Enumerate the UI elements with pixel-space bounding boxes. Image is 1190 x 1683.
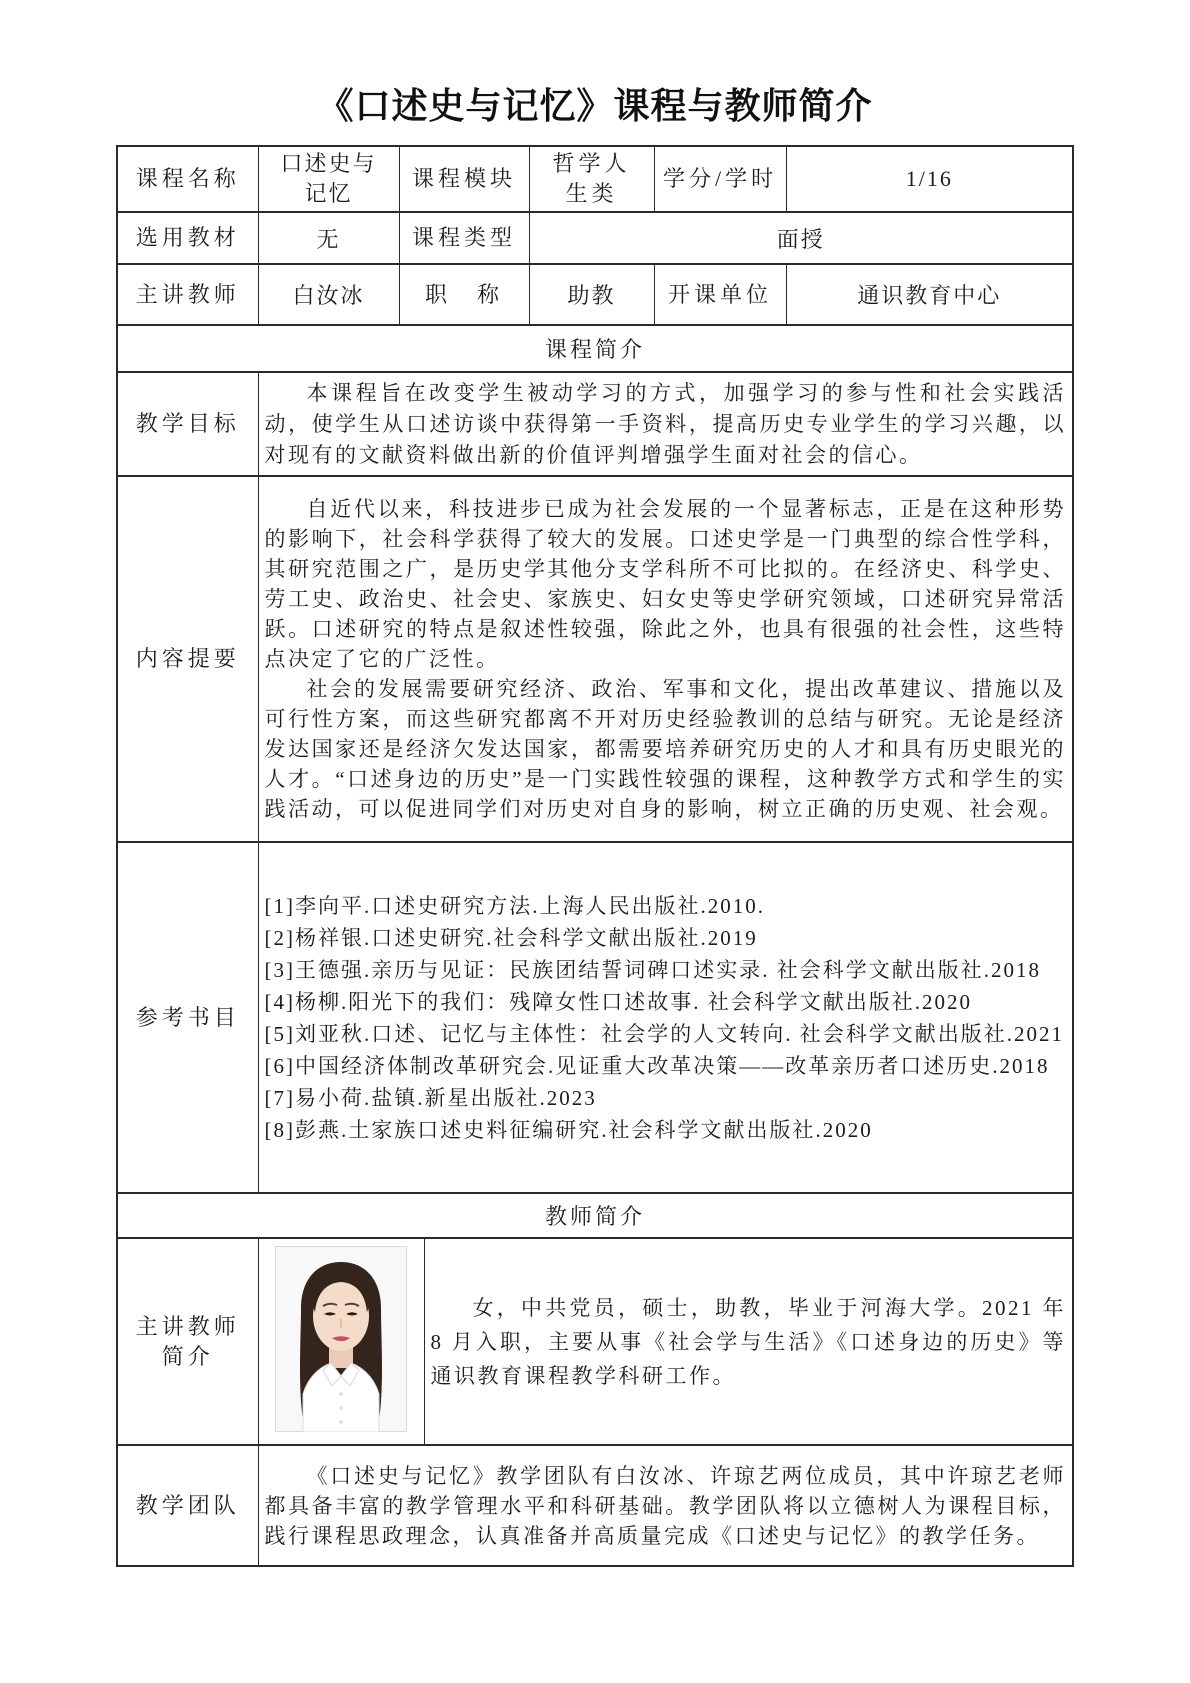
lecturer-bio-paragraph: 女，中共党员，硕士，助教，毕业于河海大学。2021 年 8 月入职，主要从事《社会学与生活》《口述身边的历史》等通识教育课程教学科研工作。 <box>430 1295 1067 1388</box>
offering-unit-label: 开课单位 <box>654 264 786 325</box>
teaching-team-text-cell <box>258 1445 1073 1566</box>
content-summary-text-cell <box>258 476 1073 842</box>
content-summary-paragraph-1: 自近代以来，科技进步已成为社会发展的一个显著标志，正是在这种形势的影响下，社会科学获得了较大的发展。口述史学是一门典型的综合性学科，其研究范围之广，是历史学其他分支学科所不可比拟的。在经济史、科学史、劳工史、政治史、社会史、家族史、妇女史等史学研究领域，口述研究异常活跃。口述研究的特点是叙述性较强，除此之外，也具有很强的社会性，这些特点决定了它的广泛性。 <box>264 497 1067 671</box>
lecturer-label: 主讲教师 <box>117 264 258 325</box>
teaching-goal-text-cell <box>258 372 1073 476</box>
table-row-textbook <box>117 212 1073 264</box>
content-summary-paragraph-2: 社会的发展需要研究经济、政治、军事和文化，提出改革建议、措施以及可行性方案，而这些研究都离不开对历史经验教训的总结与研究。无论是经济发达国家还是经济欠发达国家，都需要培养研究历史的人才和具有历史眼光的人才。“口述身边的历史”是一门实践性较强的课程，这种教学方式和学生的实践活动，可以促进同学们对历史对自身的影响，树立正确的历史观、社会观。 <box>264 677 1067 821</box>
table-row-lecturer-bio <box>117 1238 1073 1445</box>
table-row-teacher-intro-header <box>117 1193 1073 1238</box>
lecturer-photo-cell <box>258 1238 424 1445</box>
credits-hours-value: 1/16 <box>786 146 1073 212</box>
reference-item: [5]刘亚秋.口述、记忆与主体性：社会学的人文转向. 社会科学文献出版社.2021 <box>264 1021 1064 1046</box>
table-row-course-name <box>117 146 1073 212</box>
reference-item: [6]中国经济体制改革研究会.见证重大改革决策——改革亲历者口述历史.2018 <box>264 1053 1050 1078</box>
teaching-goal-label: 教学目标 <box>117 372 258 476</box>
page-title: 《口述史与记忆》课程与教师简介 <box>317 86 873 126</box>
table-row-lecturer <box>117 264 1073 325</box>
credits-hours-label: 学分/学时 <box>654 146 786 212</box>
textbook-value: 无 <box>258 212 399 264</box>
references-list-cell <box>258 842 1073 1193</box>
course-name-label: 课程名称 <box>117 146 258 212</box>
references-label: 参考书目 <box>117 842 258 1193</box>
lecturer-bio-text-cell <box>424 1238 1073 1445</box>
job-title-value: 助教 <box>529 264 654 325</box>
content-summary-label: 内容提要 <box>117 476 258 842</box>
course-module-label: 课程模块 <box>399 146 529 212</box>
teaching-team-label: 教学团队 <box>117 1445 258 1566</box>
reference-item: [1]李向平.口述史研究方法.上海人民出版社.2010. <box>264 893 765 918</box>
course-module-text: 哲学人生类 <box>552 151 631 206</box>
course-module-value <box>529 146 654 212</box>
lecturer-name-value: 白汝冰 <box>258 264 399 325</box>
teacher-intro-section-header: 教师简介 <box>117 1193 1073 1238</box>
table-row-references <box>117 842 1073 1193</box>
table-row-teaching-goal <box>117 372 1073 476</box>
course-name-text: 口述史与记忆 <box>280 151 377 206</box>
offering-unit-value: 通识教育中心 <box>786 264 1073 325</box>
teaching-team-paragraph: 《口述史与记忆》教学团队有白汝冰、许琼艺两位成员，其中许琼艺老师都具备丰富的教学管理水平和科研基础。教学团队将以立德树人为课程目标，践行课程思政理念，认真准备并高质量完成《口述史与记忆》的教学任务。 <box>264 1463 1067 1548</box>
course-name-value <box>258 146 399 212</box>
reference-item: [2]杨祥银.口述史研究.社会科学文献出版社.2019 <box>264 925 758 950</box>
lecturer-bio-label <box>117 1238 258 1445</box>
table-row-teaching-team <box>117 1445 1073 1566</box>
teaching-goal-paragraph: 本课程旨在改变学生被动学习的方式，加强学习的参与性和社会实践活动，使学生从口述访谈中获得第一手资料，提高历史专业学生的学习兴趣，以对现有的文献资料做出新的价值评判增强学生面对社会的信心。 <box>264 380 1067 467</box>
reference-item: [8]彭燕.土家族口述史料征编研究.社会科学文献出版社.2020 <box>264 1117 873 1142</box>
course-type-value: 面授 <box>529 212 1073 264</box>
reference-item: [3]王德强.亲历与见证：民族团结誓词碑口述实录. 社会科学文献出版社.2018 <box>264 957 1041 982</box>
textbook-label: 选用教材 <box>117 212 258 264</box>
reference-item: [7]易小荷.盐镇.新星出版社.2023 <box>264 1085 597 1110</box>
course-type-label: 课程类型 <box>399 212 529 264</box>
reference-item: [4]杨柳.阳光下的我们：残障女性口述故事. 社会科学文献出版社.2020 <box>264 989 972 1014</box>
table-row-course-intro-header <box>117 325 1073 372</box>
course-info-table <box>116 145 1074 1567</box>
lecturer-bio-label-text: 主讲教师简介 <box>135 1313 240 1369</box>
table-row-content-summary <box>117 476 1073 842</box>
job-title-label: 职 称 <box>399 264 529 325</box>
teacher-id-photo <box>275 1246 407 1432</box>
course-intro-section-header: 课程简介 <box>117 325 1073 372</box>
